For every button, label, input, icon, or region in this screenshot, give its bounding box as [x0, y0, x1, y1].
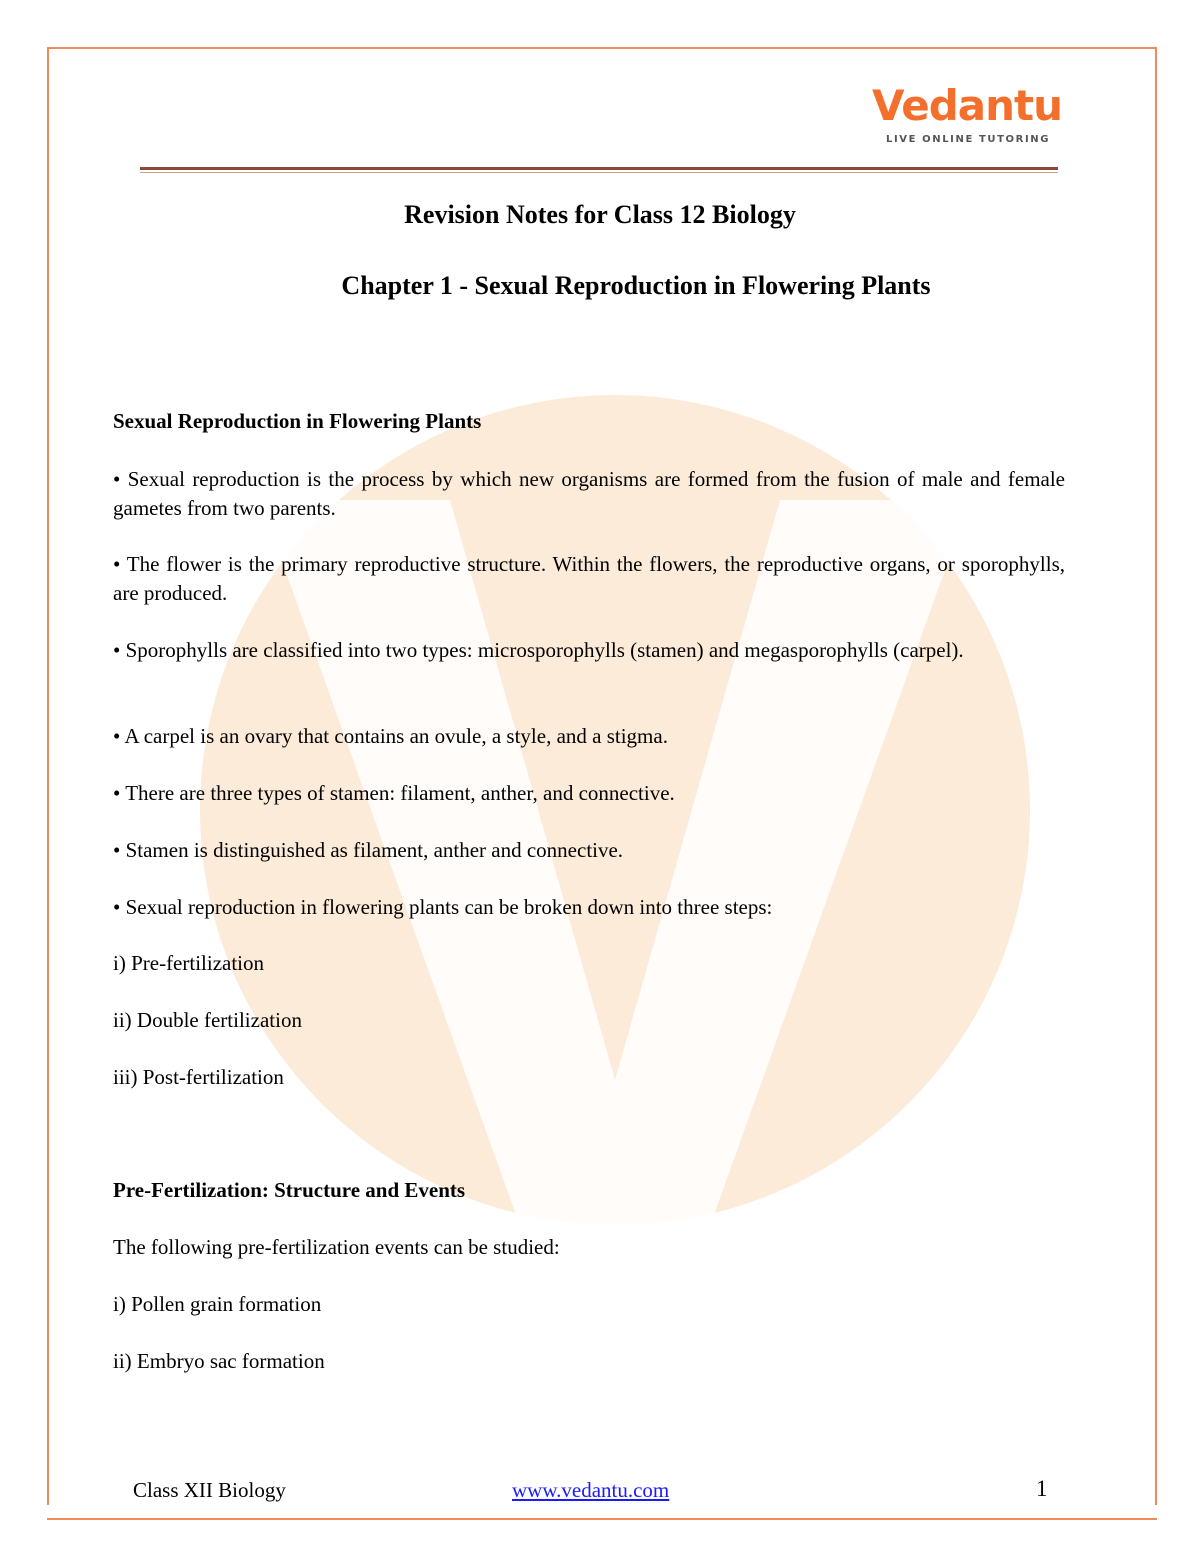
section-heading: Sexual Reproduction in Flowering Plants	[113, 409, 482, 433]
list-item: ii) Double fertilization	[113, 1008, 302, 1032]
paragraph: The following pre-fertilization events can be studied:	[113, 1235, 560, 1259]
logo-wordmark: Vedantu	[872, 81, 1062, 130]
vedantu-logo	[872, 81, 1062, 146]
footer-class-label: Class XII Biology	[133, 1478, 286, 1502]
bullet-paragraph: • Sexual reproduction in flowering plants can be broken down into three steps:	[113, 895, 773, 919]
bullet-paragraph: • A carpel is an ovary that contains an ovule, a style, and a stigma.	[113, 724, 668, 748]
bullet-paragraph: • Stamen is distinguished as filament, anther and connective.	[113, 838, 624, 862]
list-item: i) Pre-fertilization	[113, 951, 265, 975]
logo-tagline: LIVE ONLINE TUTORING	[886, 134, 1051, 145]
list-item: i) Pollen grain formation	[113, 1292, 322, 1316]
document-title: Revision Notes for Class 12 Biology	[404, 200, 796, 229]
header-rule-thin	[140, 172, 1058, 173]
chapter-title: Chapter 1 - Sexual Reproduction in Flowering Plants	[341, 271, 931, 300]
bullet-paragraph: • The flower is the primary reproductive structure. Within the flowers, the reproductive organs, or sporophylls, are produced.	[113, 552, 1065, 605]
bullet-paragraph: • There are three types of stamen: filament, anther, and connective.	[113, 781, 675, 805]
section-heading: Pre-Fertilization: Structure and Events	[113, 1178, 466, 1202]
page-number: 1	[1036, 1476, 1048, 1501]
page-border-bottom	[47, 1518, 1157, 1520]
list-item: iii) Post-fertilization	[113, 1065, 284, 1089]
header-rule	[140, 167, 1058, 170]
footer-website-link[interactable]: www.vedantu.com	[512, 1478, 670, 1502]
bullet-paragraph: • Sporophylls are classified into two types: microsporophylls (stamen) and megasporophylls (carpel).	[113, 638, 964, 662]
list-item: ii) Embryo sac formation	[113, 1349, 325, 1373]
bullet-paragraph: • Sexual reproduction is the process by which new organisms are formed from the fusion of male and female gametes from two parents.	[113, 467, 1065, 520]
